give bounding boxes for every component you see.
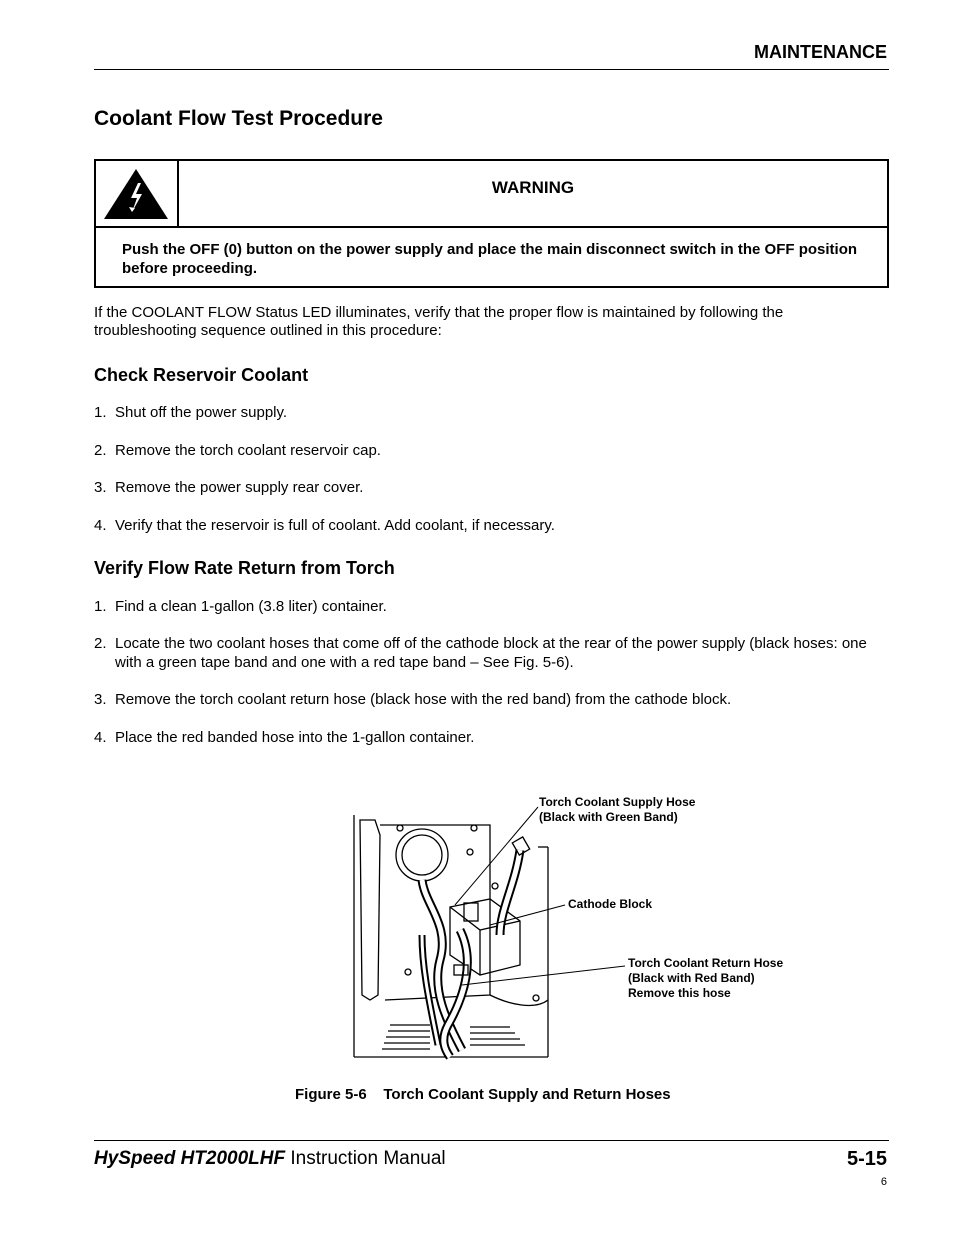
step-text: Verify that the reservoir is full of coolant. Add coolant, if necessary. bbox=[115, 517, 555, 534]
product-name: HySpeed HT2000LHF bbox=[94, 1148, 286, 1169]
section-header: MAINTENANCE bbox=[754, 42, 887, 62]
check-reservoir-heading: Check Reservoir Coolant bbox=[94, 365, 309, 385]
step-number: 2. bbox=[94, 635, 107, 652]
cathode-block-callout bbox=[568, 897, 652, 912]
footer-rule bbox=[94, 1140, 889, 1141]
cathode-block-illustration bbox=[350, 795, 800, 1060]
step-number: 3. bbox=[94, 691, 107, 708]
step-number: 1. bbox=[94, 598, 107, 615]
list-item bbox=[94, 690, 884, 709]
step-number: 4. bbox=[94, 517, 107, 534]
list-item bbox=[94, 441, 884, 460]
step-text: Place the red banded hose into the 1-gallon container. bbox=[115, 729, 475, 746]
callout-line: Torch Coolant Return Hose bbox=[628, 956, 784, 970]
electrical-hazard-icon bbox=[96, 161, 177, 226]
manual-name: Instruction Manual bbox=[285, 1148, 446, 1169]
intro-paragraph: If the COOLANT FLOW Status LED illuminates, verify that the proper flow is maintained by following the troubleshooting sequence outlined in this procedure: bbox=[94, 304, 784, 339]
list-item bbox=[94, 478, 884, 497]
page-title: Coolant Flow Test Procedure bbox=[94, 107, 383, 130]
step-number: 4. bbox=[94, 729, 107, 746]
step-number: 3. bbox=[94, 479, 107, 496]
figure-caption: Figure 5-6 Torch Coolant Supply and Return Hoses bbox=[295, 1086, 671, 1103]
verify-flow-heading: Verify Flow Rate Return from Torch bbox=[94, 558, 395, 578]
warning-box bbox=[94, 159, 889, 288]
warning-icon-cell bbox=[96, 161, 179, 228]
warning-text: Push the OFF (0) button on the power supply and place the main disconnect switch in the OFF position before proceeding. bbox=[122, 241, 858, 277]
step-text: Locate the two coolant hoses that come off of the cathode block at the rear of the power supply (black hoses: one with a green tape band and one with a red tape band – See Fig. 5-6). bbox=[115, 635, 867, 671]
step-text: Remove the torch coolant reservoir cap. bbox=[115, 442, 381, 459]
callout-line: Remove this hose bbox=[628, 986, 731, 1000]
figure-coolant-hoses bbox=[350, 795, 800, 1060]
step-text: Remove the torch coolant return hose (black hose with the red band) from the cathode block. bbox=[115, 691, 732, 708]
callout-line: Cathode Block bbox=[568, 897, 653, 911]
step-number: 1. bbox=[94, 404, 107, 421]
step-text: Shut off the power supply. bbox=[115, 404, 288, 421]
step-number: 2. bbox=[94, 442, 107, 459]
list-item bbox=[94, 403, 884, 422]
list-item bbox=[94, 634, 884, 672]
callout-line: Torch Coolant Supply Hose bbox=[539, 795, 696, 809]
step-text: Find a clean 1-gallon (3.8 liter) container. bbox=[115, 598, 387, 615]
list-item bbox=[94, 516, 884, 535]
header-rule bbox=[94, 69, 889, 70]
warning-header bbox=[179, 161, 887, 228]
page-number: 5-15 bbox=[846, 1148, 887, 1170]
warning-title: WARNING bbox=[491, 178, 575, 197]
callout-line: (Black with Green Band) bbox=[539, 810, 678, 824]
step-text: Remove the power supply rear cover. bbox=[115, 479, 364, 496]
return-hose-callout bbox=[628, 956, 783, 1001]
supply-hose-callout bbox=[539, 795, 695, 825]
page-index: 6 bbox=[880, 1176, 887, 1188]
callout-line: (Black with Red Band) bbox=[628, 971, 755, 985]
list-item bbox=[94, 597, 884, 616]
list-item bbox=[94, 728, 884, 747]
